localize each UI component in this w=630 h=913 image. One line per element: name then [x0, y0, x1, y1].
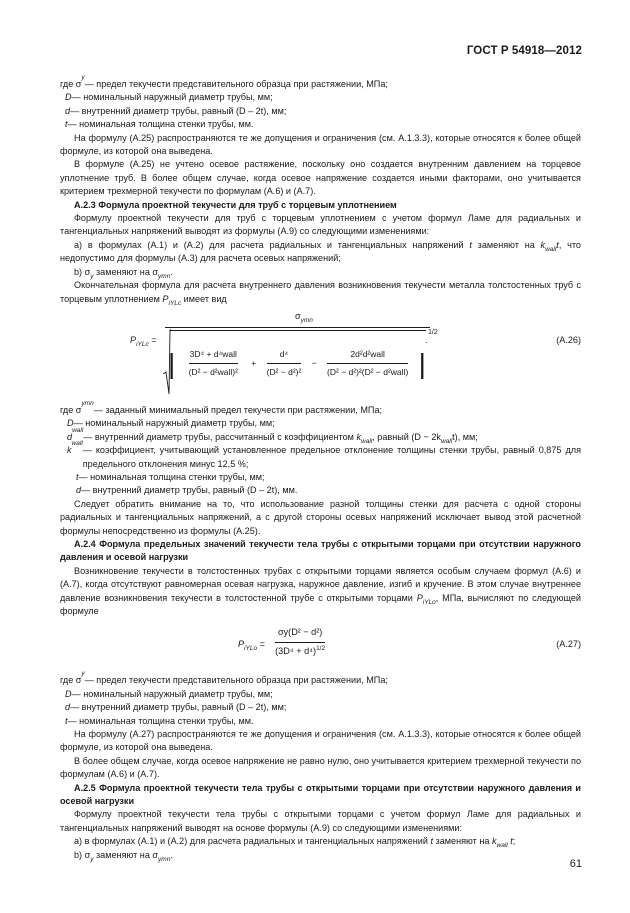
paragraph: В формуле (А.25) не учтено осевое растяжение, поскольку оно создается внутренним давлением на торцевое уплотнение труб. В более общем случае, когда осевое напряжение создается иными факторами, оно учитывается критерием трехмерной текучести по формулам (А.6) и (А.7).: [60, 159, 581, 197]
def-D: D — номинальный наружный диаметр трубы, мм;: [67, 418, 275, 429]
list-item-a: а) в формулах (А.1) и (А.2) для расчета радиальных и тангенциальных напряжений t заменяют на $k_{wall}$ t;: [74, 836, 516, 850]
eq-a26-term1: $\frac{\text{3D⁴ + d⁴wall}}{\text{(D² − d²wall)²}}$: [186, 348, 241, 380]
def-dwall: d wall — внутренний диаметр трубы, рассчитанный с коэффициентом $k_{wall}$, равный $(D - 2k_{wall}t)$, мм;: [67, 426, 478, 445]
section-heading-a23: А.2.3 Формула проектной текучести для труб с торцевым уплотнением: [74, 199, 397, 210]
eq-a26-lhs: $P_{iYLc}$ =: [130, 334, 157, 348]
def-d: d — внутренний диаметр трубы, равный (D – 2t), мм;: [65, 702, 287, 713]
list-item-b: b) $\sigma_y$ заменяют на $\sigma_{ymn}$.: [74, 849, 173, 863]
paragraph: Возникновение текучести в толстостенных трубах с открытыми торцами является особым случаем формул (А.6) и (А.7), когда отсутствуют равномерная осевая нагрузка, наружное давление, изгиб и кручение. В этом случае внутреннее давление возникновения текучести в толстостенной трубе с открытыми торцами $P_{iYLo}$, МПа, вычисляют по следующей формуле: [60, 565, 581, 616]
def-sigma-ymn: где σ ymn — заданный минимальный предел текучести при растяжении, МПа;: [60, 399, 383, 415]
eq-a26-exponent: 1/2: [428, 328, 438, 336]
eq-a26-number: (А.26): [556, 334, 581, 345]
paragraph: Формулу проектной текучести тела трубы с открытыми торцами с учетом формул Ламе для радиальных и тангенциальных напряжений выводят на основе формулы (А.9) со следующими изменениями:: [60, 809, 581, 833]
page-number: 61: [569, 858, 582, 870]
def-D: D — номинальный наружный диаметр трубы, мм;: [65, 688, 273, 699]
def-sigma-y: где σ y — предел текучести представительного образца при растяжении, МПа;: [60, 74, 388, 89]
eq-a27-lhs: $P_{iYLo}$ =: [238, 639, 265, 653]
eq-a26-numerator: $\sigma_{ymn}$: [295, 310, 313, 324]
paragraph: На формулу (А.27) распространяются те же допущения и ограничения (см. А.1.3.3), которые относятся к более общей формуле, из которой она выведена.: [60, 729, 581, 753]
eq-a26-term2: $\frac{\text{d⁴}}{\text{(D² − d²)²}}$: [267, 348, 302, 380]
eq-a27-number: (А.27): [556, 639, 581, 650]
list-item-b: b) $\sigma_y$ заменяют на $\sigma_{ymn}$.: [74, 266, 173, 280]
eq-a27-fraction: $\frac{\text{σy(D² − d²)}}{(3D^4 + d^4)^{1/2}}$: [274, 626, 326, 658]
equation-a26: $P_{iYLc}$ = $\sigma_{ymn}$ . 1/2 | $\frac{\text{3D⁴ + d⁴wall}}{\text{(D² − d²wall)²}}$ + $\frac{\text{d⁴}}{\text{(D² − d²)²}}$ − $\frac{\text{2d²d²wall}}{\text{(D² − d²)²(D² − d²wall)}}$ | (А.26): [60, 306, 581, 404]
def-t: t — номинальная толщина стенки трубы, мм.: [65, 715, 254, 726]
section-heading-a24: А.2.4 Формула предельных значений текучести тела трубы с открытыми торцами при отсутствии наружного давления и осевой нагрузки: [60, 538, 581, 563]
section-heading-a25: А.2.5 Формула проектной текучести тела трубы с открытыми торцами при отсутствии наружного давления и осевой нагрузки: [60, 782, 581, 807]
def-t: t — номинальная толщина стенки трубы, мм;: [76, 471, 265, 482]
paragraph: На формулу (А.25) распространяются те же допущения и ограничения (см. А.1.3.3), которые относятся к более общей формуле, из которой она выведена.: [60, 132, 581, 157]
eq-a26-term3: $\frac{\text{2d²d²wall}}{\text{(D² − d²)²(D² − d²wall)}}$: [327, 348, 408, 380]
paragraph: Следует обратить внимание на то, что использование разной толщины стенки для расчета с одной стороны радиальных и тангенциальных напряжений, а с другой стороны осевых напряжений исключает вывод этой расчетной формулы непосредственно из формулы (А.25).: [60, 498, 581, 536]
document-header: ГОСТ Р 54918—2012: [466, 45, 582, 57]
def-D: D — номинальный наружный диаметр трубы, мм;: [65, 92, 273, 103]
equation-a27: [60, 618, 581, 674]
def-sigma-y: где σ y — предел текучести представительного образца при растяжении, МПа;: [60, 670, 388, 686]
list-item-a: а) в формулах (А.1) и (А.2) для расчета радиальных и тангенциальных напряжений t заменяют на $k_{wall}t$, что недопустимо для формулы (А.3) для расчета осевых напряжений;: [60, 239, 581, 264]
def-t: t — номинальная толщина стенки трубы, мм.: [65, 119, 254, 130]
page-content: [60, 74, 581, 863]
paragraph: Окончательная формула для расчета внутреннего давления возникновения текучести металла толстостенных труб с торцевым уплотнением $P_{iYLc}$ имеет вид: [60, 280, 581, 307]
eq-a26-fraction-line: [165, 327, 430, 328]
eq-a26-radicand: | $\frac{\text{3D⁴ + d⁴wall}}{\text{(D² − d²wall)²}}$ + $\frac{\text{d⁴}}{\text{(D² − d²)²}}$ − $\frac{\text{2d²d²wall}}{\text{(D² − d²)²(D² − d²wall)}}$ |: [168, 347, 426, 379]
def-d: d — внутренний диаметр трубы, равный (D – 2t), мм;: [65, 105, 287, 116]
def-d: d — внутренний диаметр трубы, равный (D – 2t), мм.: [76, 485, 298, 496]
paragraph: Формулу проектной текучести для труб с торцевым уплотнением с учетом формул Ламе для радиальных и тангенциальных напряжений выводят из формулы (А.9) со следующими изменениями:: [60, 213, 581, 237]
paragraph: В более общем случае, когда осевое напряжение не равно нулю, оно учитывается критерием трехмерной текучести по формулам (А.6) и (А.7).: [60, 755, 581, 780]
def-kwall: k wall — коэффициент, учитывающий установленное предельное отклонение толщины стенки трубы, равный 0,875 для предельного отклонения минус 12,5 %;: [67, 440, 581, 469]
